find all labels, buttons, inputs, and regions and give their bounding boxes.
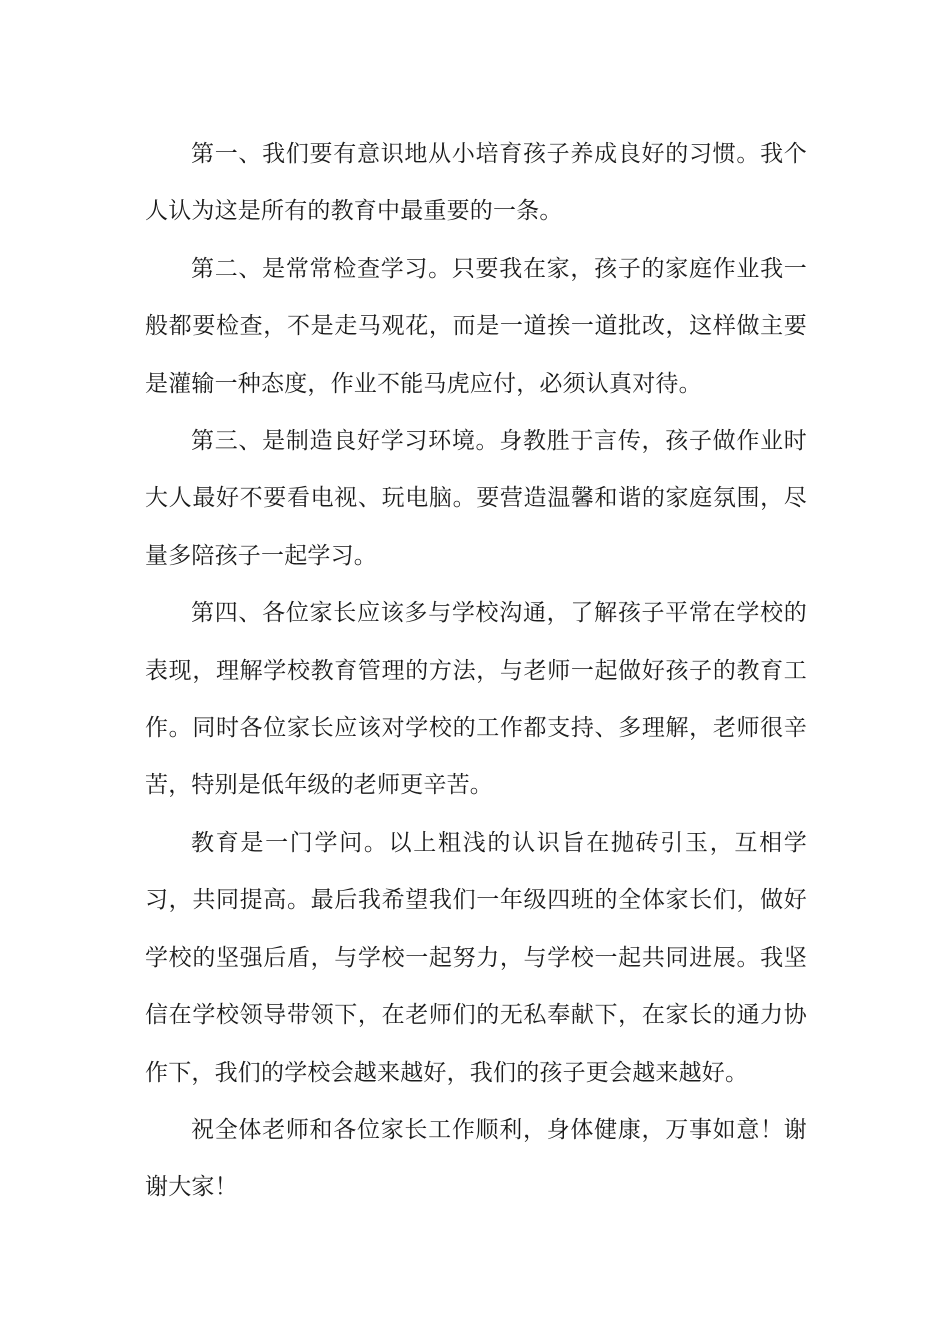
paragraph-3: 第三、是制造良好学习环境。身教胜于言传，孩子做作业时大人最好不要看电视、玩电脑。要营造温馨和谐的家庭氛围，尽量多陪孩子一起学习。: [145, 428, 807, 569]
paragraph-5: 教育是一门学问。以上粗浅的认识旨在抛砖引玉，互相学习，共同提高。最后我希望我们一年级四班的全体家长们，做好学校的坚强后盾，与学校一起努力，与学校一起共同进展。我坚信在学校领导带领下，在老师们的无私奉献下，在家长的通力协作下，我们的学校会越来越好，我们的孩子更会越来越好。: [145, 829, 807, 1086]
paragraph-4: 第四、各位家长应该多与学校沟通，了解孩子平常在学校的表现，理解学校教育管理的方法，与老师一起做好孩子的教育工作。同时各位家长应该对学校的工作都支持、多理解，老师很辛苦，特别是低年级的老师更辛苦。: [145, 600, 807, 799]
document-body: [145, 126, 807, 1217]
paragraph-1: 第一、我们要有意识地从小培育孩子养成良好的习惯。我个人认为这是所有的教育中最重要的一条。: [145, 141, 807, 225]
paragraph-2: 第二、是常常检查学习。只要我在家，孩子的家庭作业我一般都要检查，不是走马观花，而是一道挨一道批改，这样做主要是灌输一种态度，作业不能马虎应付，必须认真对待。: [145, 255, 807, 397]
paragraph-6: 祝全体老师和各位家长工作顺利，身体健康，万事如意！谢谢大家！: [145, 1116, 807, 1201]
